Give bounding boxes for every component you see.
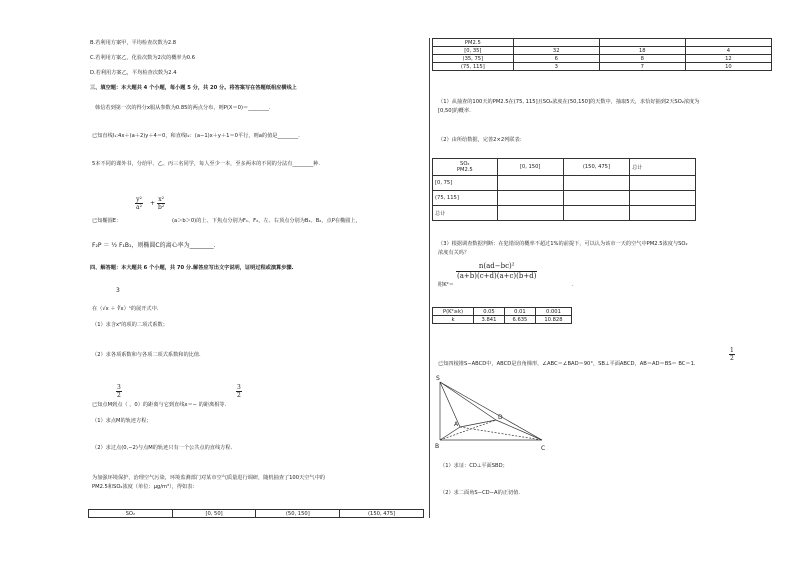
table-header-cell: [0, 150] <box>497 159 563 176</box>
q16-pre: 已知椭圆E： <box>92 218 122 224</box>
question-17-stem: 在（√x ＋ ∛x）ⁿ的展开式中. <box>92 306 159 312</box>
question-13: 韩信若到第一次的得分x服从参数为0.85的两点分布，则P(X＝0)＝________. <box>95 105 271 111</box>
table-row <box>433 47 772 55</box>
table-cell <box>685 39 771 47</box>
table-cell: 32 <box>513 47 599 55</box>
table-cell: 总计 <box>433 206 498 221</box>
table-header-cell: (150, 475] <box>563 159 629 176</box>
table-cell: SO₂ <box>89 510 173 518</box>
table-cell: PM2.5 <box>433 39 514 47</box>
label-d: D <box>498 414 503 421</box>
table-cell: (150, 475] <box>340 510 424 518</box>
option-d: D.若利用方案乙，平均检查次数为2.4 <box>90 70 177 76</box>
table-cell: 0.05 <box>474 308 505 316</box>
formula-period: . <box>572 282 574 288</box>
table-cell <box>563 176 629 191</box>
question-17-part1: （1）求含x²的项的二项式系数； <box>92 322 168 328</box>
question-18-part1: （1）求点M的轨迹方程； <box>92 418 152 424</box>
table-cell: 7 <box>599 63 685 71</box>
table-cell <box>563 191 629 206</box>
table-cell <box>497 191 563 206</box>
table-cell: 0.01 <box>504 308 535 316</box>
table-cell: 12 <box>685 55 771 63</box>
question-20-part2: （2）求二面角S−CD−A的正切值. <box>440 490 520 496</box>
table-cell: 3 <box>513 63 599 71</box>
question-18-part2: （2）求过点(0,−2)与点M的轨迹只有一个公共点的直线方程. <box>92 445 233 451</box>
k-squared-formula: $\frac{\text{n(ad−bc)²}}{(a+b)(c+d)(a+c)(b+d)}$ <box>457 262 537 280</box>
table-cell <box>497 176 563 191</box>
table-cell: 6.635 <box>504 316 535 324</box>
table-cell: k <box>433 316 474 324</box>
formula-prefix: 附K²＝ <box>438 282 454 288</box>
table-cell <box>563 206 629 221</box>
table-header-cell: 总计 <box>630 159 696 176</box>
question-17-part2: （2）求各项系数和与各项二项式系数和的比值. <box>92 352 201 358</box>
table-cell <box>513 39 599 47</box>
table-cell <box>599 39 685 47</box>
table-cell: (75, 115] <box>433 63 514 71</box>
label-s: S <box>436 375 440 382</box>
question-19-part1-line1: （1）从抽查的100天的PM2.5在(75, 115]且SO₂浓度在(50,150]的天数中，抽取5天，求恰好抽到2天SO₂浓度为 <box>438 99 700 105</box>
q16-frac-y: $\frac{\text{y²}}{\text{a²}}$ <box>136 196 142 211</box>
label-a: A <box>454 421 459 428</box>
table-cell: (50, 150] <box>256 510 340 518</box>
table-cell: 10.828 <box>535 316 571 324</box>
so2-header-table <box>88 509 424 518</box>
table-row <box>433 206 696 221</box>
table-cell: 8 <box>599 55 685 63</box>
table-cell <box>630 206 696 221</box>
question-19-stem-line1: 为加强环境保护，治理空气污染，环境监测部门对某市空气质量进行调研，随机抽查了100天空气中的 <box>92 475 325 481</box>
table-cell <box>497 206 563 221</box>
q16-post: (a＞b＞0)的上、下焦点分别为F₁、F₂，左、右顶点分别为B₁、B₂，点P在椭圆上， <box>172 218 361 224</box>
question-19-part2: （2）由所给数据，完善2×2列联表： <box>438 137 525 143</box>
question-19-part3-line2: 浓度有关吗？ <box>438 250 470 256</box>
q16-vector-condition: F₂P ＝ ½ F₁B₁，则椭圆C的离心率为________. <box>92 242 216 249</box>
contingency-table <box>432 158 696 221</box>
question-18-stem: 已知点M到点（ ，0）的距离与它到直线x＝− 的距离相等. <box>92 402 227 408</box>
table-row <box>433 55 772 63</box>
table-cell: 4 <box>685 47 771 55</box>
question-19-part3-line1: （3）根据调查数据判断：在犯错误的概率不超过1%的前提下，可以认为该市一天的空气中PM2.5浓度与SO₂ <box>438 241 688 247</box>
table-cell: [0, 35] <box>433 47 514 55</box>
table-cell: [0, 50] <box>172 510 256 518</box>
question-20-part1: （1）求证：CD⊥平面SBD； <box>440 463 508 469</box>
pyramid-figure <box>432 372 552 454</box>
table-cell: 6 <box>513 55 599 63</box>
table-cell: 10 <box>685 63 771 71</box>
q18-frac-2: $\frac{3}{2}$ <box>237 384 241 399</box>
section4-title: 四、解答题：本大题共 6 个小题，共 70 分.解答应写出文字说明，证明过程或演算步骤. <box>90 265 294 271</box>
question-15: 5本不同的课外书，分给甲、乙、丙三名同学，每人至少一本，至多两本的不同的分法有________种. <box>92 161 321 167</box>
question-19-part1-line2: [0,50]的概率. <box>438 108 471 114</box>
option-b: B.若利用方案甲，平均检查次数为2.8 <box>90 40 177 46</box>
option-c: C.若利用方案乙，化验次数为2次的概率为0.6 <box>90 55 196 61</box>
q20-half-fraction: $\frac{1}{2}$ <box>730 347 734 362</box>
question-14: 已知直线l₁:4x＋(a＋2)y＋4＝0，和直线l₂：(a−1)x＋y＋1＝0平行，则a的值是________. <box>92 133 300 139</box>
table-cell <box>630 191 696 206</box>
column-divider <box>429 38 430 518</box>
table-cell <box>630 176 696 191</box>
q18-frac-1: $\frac{3}{2}$ <box>117 384 121 399</box>
table-cell: P(K²≥k) <box>433 308 474 316</box>
table-cell: 0.001 <box>535 308 571 316</box>
table-cell: (75, 115] <box>433 191 498 206</box>
table-cell: 3.841 <box>474 316 505 324</box>
question-19-stem-line2: PM2.5和SO₂浓度（单位：μg/m³），得如表： <box>92 484 198 490</box>
table-row <box>433 191 696 206</box>
q16-frac-x: $\frac{\text{x²}}{\text{b²}}$ <box>158 196 165 211</box>
table-cell: (35, 75] <box>433 55 514 63</box>
section3-title: 三、填空题：本大题共 4 个小题，每小题 5 分，共 20 分。将答案写在答题纸相应横线上 <box>90 85 297 91</box>
table-cell: [0, 75] <box>433 176 498 191</box>
table-row <box>433 176 696 191</box>
question-20-stem: 已知四棱锥S−ABCD中，ABCD是直角梯形，∠ABC＝∠BAD＝90°，SB⊥平面ABCD，AB＝AD＝BS＝ BC＝1. <box>438 361 696 367</box>
label-b: B <box>435 443 440 450</box>
table-cell: 18 <box>599 47 685 55</box>
critical-value-table <box>432 307 572 324</box>
q16-plus: + <box>150 200 156 207</box>
pm25-so2-table <box>432 38 772 71</box>
table-row <box>433 316 572 324</box>
table-row <box>433 63 772 71</box>
table-row <box>433 308 572 316</box>
table-header-cell: SO₂ PM2.5 <box>433 159 498 176</box>
q17-cube-index: 3 <box>116 287 120 294</box>
label-c: C <box>541 445 546 452</box>
